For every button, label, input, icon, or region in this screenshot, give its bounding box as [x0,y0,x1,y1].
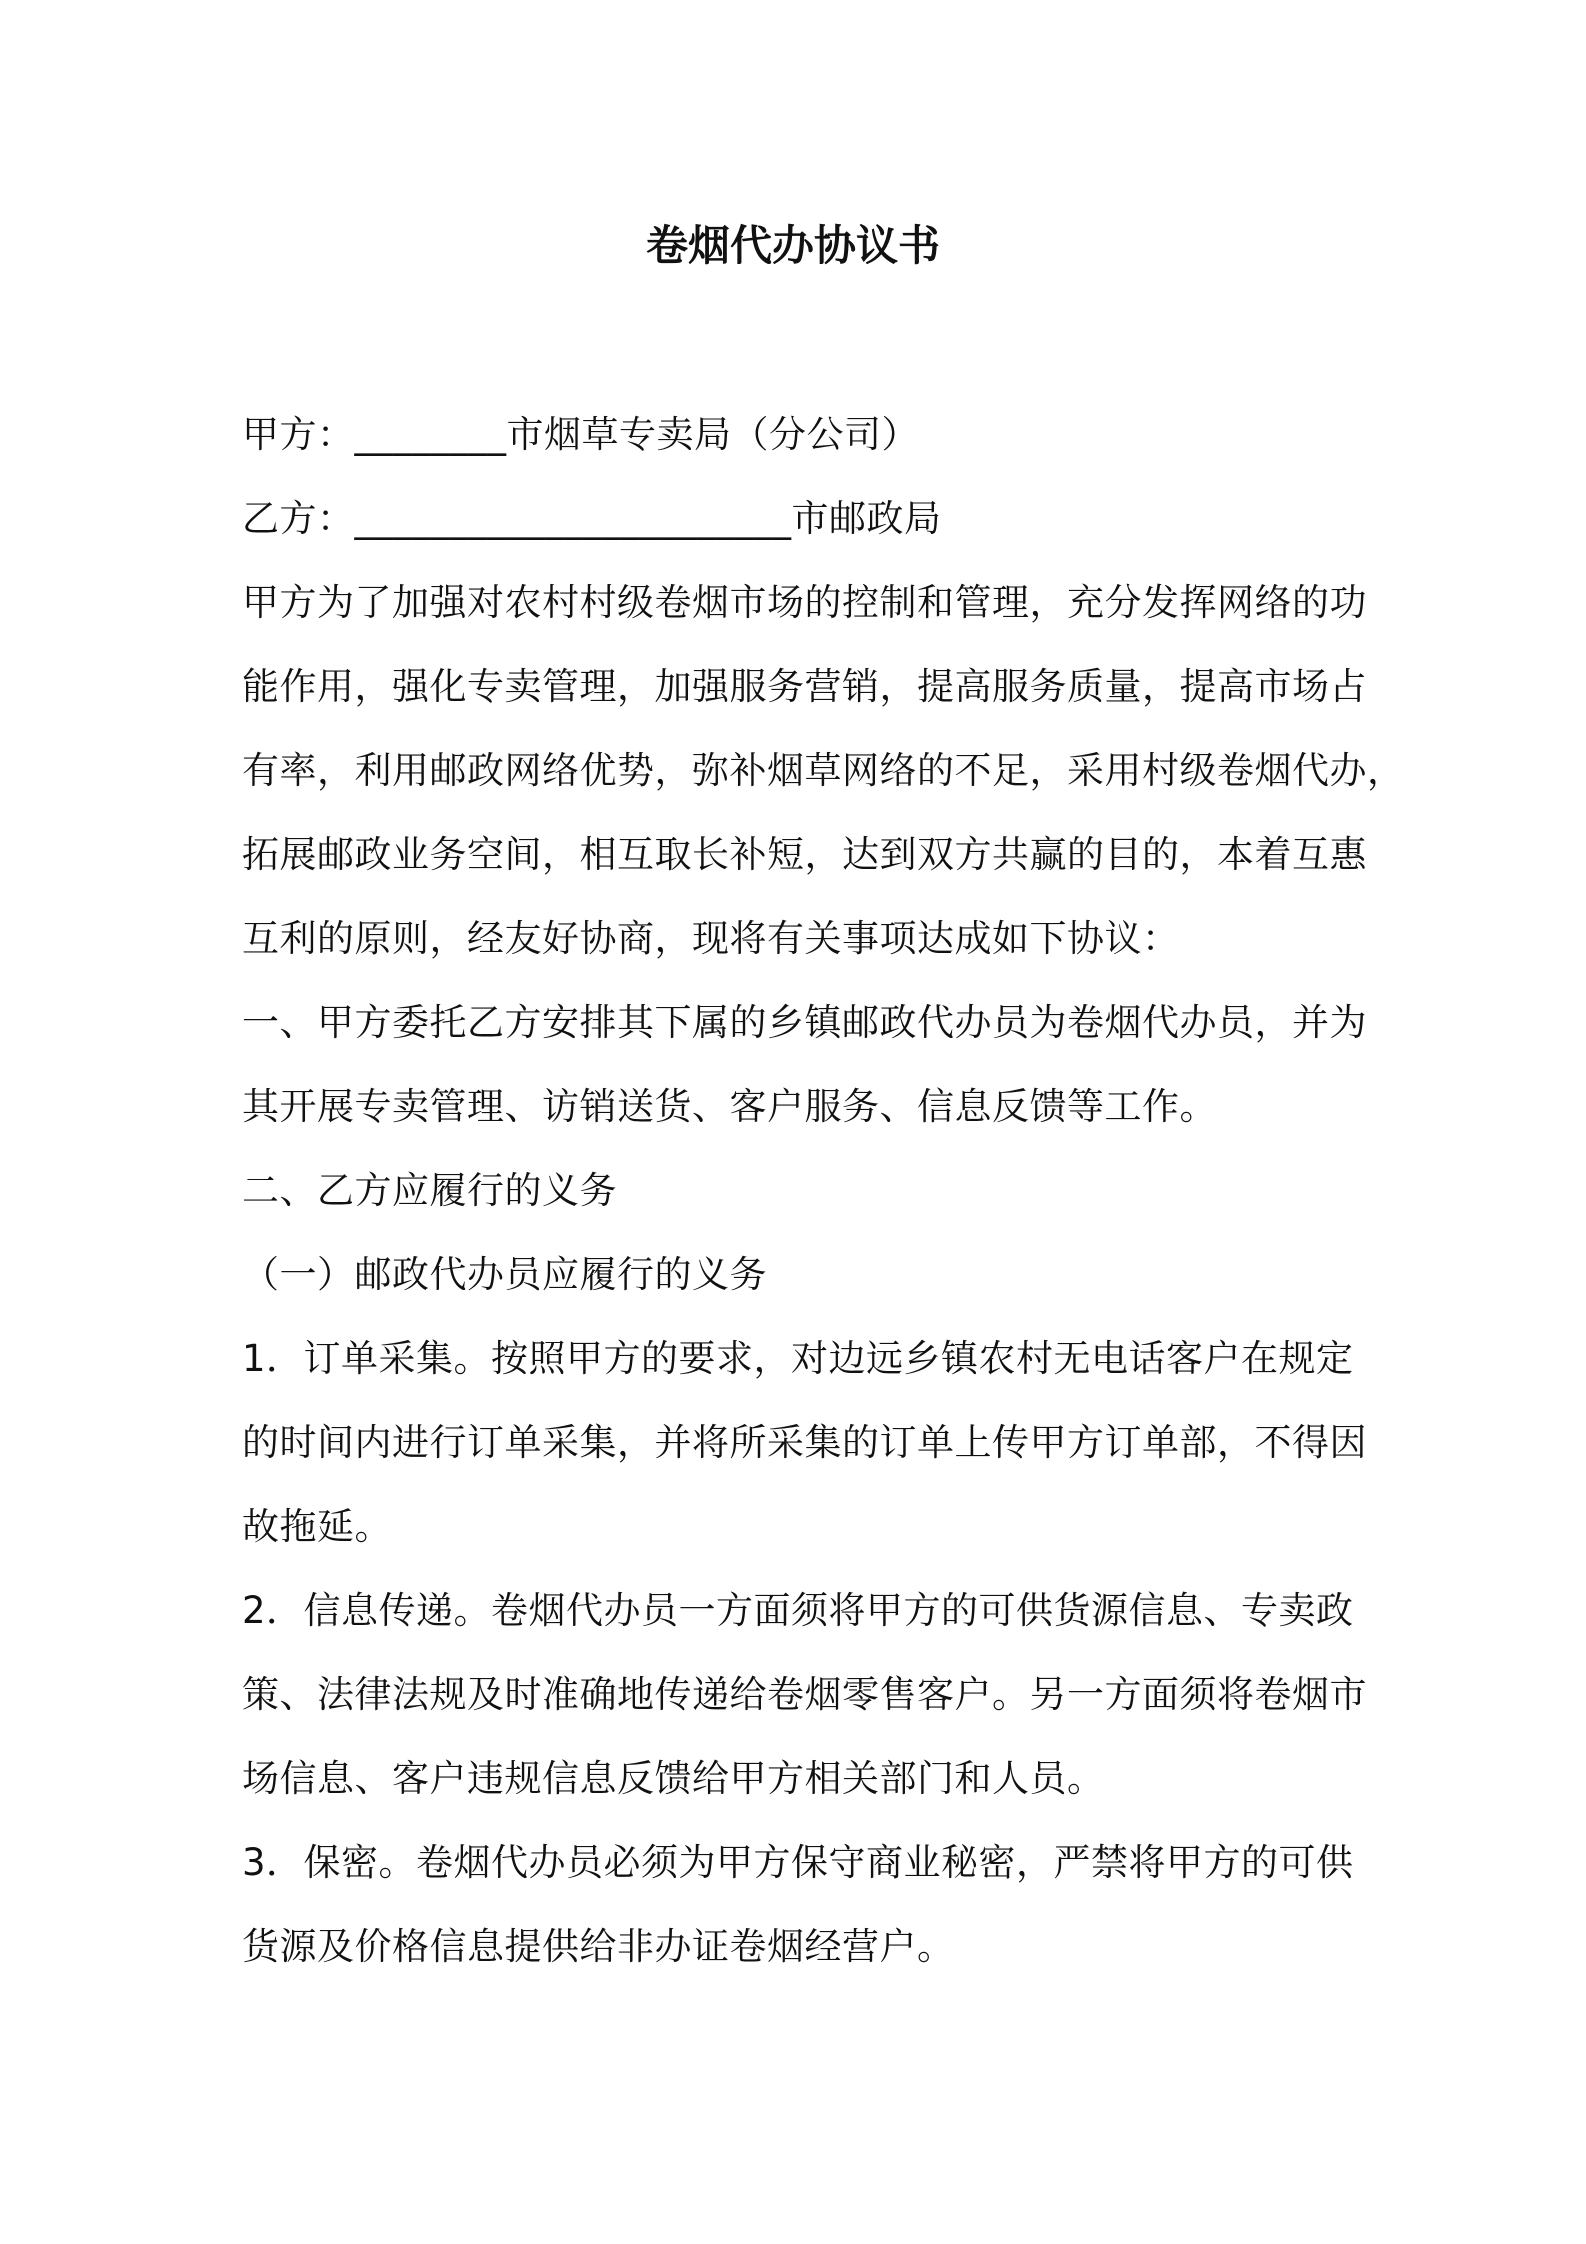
document-title: 卷烟代办协议书 [645,221,940,270]
item-2-line-1: 2．信息传递。卷烟代办员一方面须将甲方的可供货源信息、专卖政 [242,1589,1354,1632]
party-b-line: 乙方：_______________________市邮政局 [242,497,942,540]
preamble-line-1: 甲方为了加强对农村村级卷烟市场的控制和管理，充分发挥网络的功 [242,581,1367,624]
clause-1-line-2: 其开展专卖管理、访销送货、客户服务、信息反馈等工作。 [242,1085,1217,1128]
subsection-1-heading: （一）邮政代办员应履行的义务 [242,1253,767,1296]
item-1-line-3: 故拖延。 [242,1505,392,1548]
item-3-line-2: 货源及价格信息提供给非办证卷烟经营户。 [242,1925,955,1968]
preamble-line-3: 有率，利用邮政网络优势，弥补烟草网络的不足，采用村级卷烟代办， [242,749,1405,792]
preamble-line-2: 能作用，强化专卖管理，加强服务营销，提高服务质量，提高市场占 [242,665,1367,708]
clause-1-line-1: 一、甲方委托乙方安排其下属的乡镇邮政代办员为卷烟代办员，并为 [242,1001,1367,1044]
item-2-line-2: 策、法律法规及时准确地传递给卷烟零售客户。另一方面须将卷烟市 [242,1673,1367,1716]
item-2-line-3: 场信息、客户违规信息反馈给甲方相关部门和人员。 [242,1757,1105,1800]
item-1-line-1: 1．订单采集。按照甲方的要求，对边远乡镇农村无电话客户在规定 [242,1337,1354,1380]
item-1-line-2: 的时间内进行订单采集，并将所采集的订单上传甲方订单部，不得因 [242,1421,1367,1464]
preamble-line-5: 互利的原则，经友好协商，现将有关事项达成如下协议： [242,917,1180,960]
item-3-line-1: 3．保密。卷烟代办员必须为甲方保守商业秘密，严禁将甲方的可供 [242,1841,1354,1884]
party-a-line: 甲方：________市烟草专卖局（分公司） [242,413,919,456]
section-2-heading: 二、乙方应履行的义务 [242,1169,617,1212]
preamble-line-4: 拓展邮政业务空间，相互取长补短，达到双方共赢的目的，本着互惠 [242,833,1367,876]
